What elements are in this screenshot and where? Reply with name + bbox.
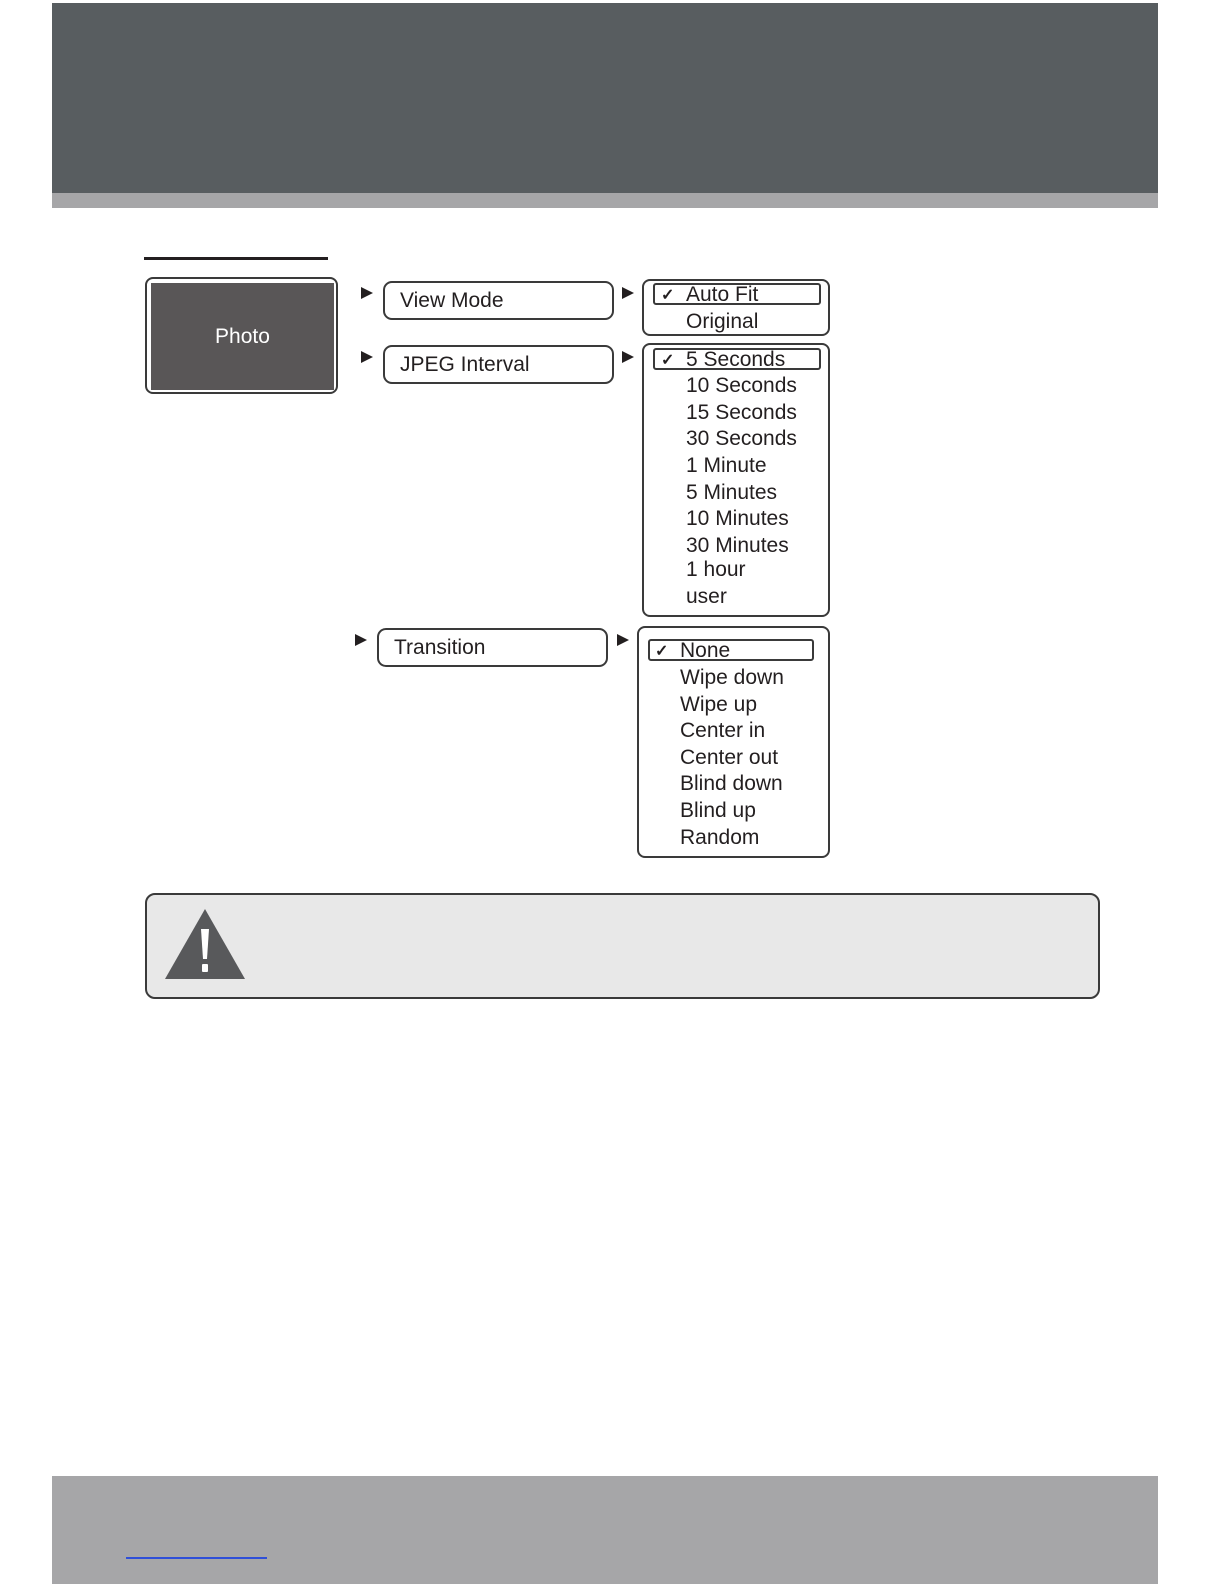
- header-strip: [52, 193, 1158, 208]
- arrow-right-icon: [361, 287, 373, 299]
- jpeg-interval-option[interactable]: 5 Minutes: [686, 481, 778, 504]
- jpeg-interval-option[interactable]: 10 Minutes: [686, 507, 789, 530]
- jpeg-interval-option[interactable]: 15 Seconds: [686, 401, 797, 424]
- checkmark-icon: ✓: [661, 352, 675, 369]
- footer-link-underline[interactable]: [126, 1557, 267, 1559]
- footer-band: [52, 1476, 1158, 1584]
- transition-option[interactable]: Blind up: [680, 799, 756, 822]
- view-mode-menu-item[interactable]: [383, 281, 614, 320]
- warning-icon: [163, 907, 247, 981]
- jpeg-interval-option[interactable]: 30 Seconds: [686, 427, 797, 450]
- jpeg-interval-option[interactable]: 5 Seconds: [686, 348, 786, 371]
- section-heading-rule: [144, 257, 328, 260]
- jpeg-interval-option[interactable]: 10 Seconds: [686, 374, 797, 397]
- photo-menu-label: Photo: [215, 324, 270, 348]
- jpeg-interval-option[interactable]: 30 Minutes: [686, 534, 789, 557]
- jpeg-interval-label: JPEG Interval: [400, 352, 530, 376]
- arrow-right-icon: [361, 351, 373, 363]
- transition-option[interactable]: Center in: [680, 719, 766, 742]
- transition-menu-item[interactable]: [377, 628, 608, 667]
- selected-option-frame: [648, 639, 814, 661]
- transition-option[interactable]: Blind down: [680, 772, 783, 795]
- view-mode-label: View Mode: [400, 288, 504, 312]
- header-band: [52, 3, 1158, 193]
- arrow-right-icon: [617, 634, 629, 646]
- caution-note-box: [145, 893, 1100, 999]
- view-mode-option[interactable]: Original: [686, 310, 759, 333]
- jpeg-interval-option[interactable]: 1 hour: [686, 558, 746, 581]
- arrow-right-icon: [355, 634, 367, 646]
- checkmark-icon: ✓: [661, 287, 675, 304]
- transition-option[interactable]: None: [680, 639, 731, 662]
- transition-label: Transition: [394, 635, 486, 659]
- transition-option[interactable]: Center out: [680, 746, 779, 769]
- photo-menu-tile[interactable]: [151, 283, 334, 390]
- checkmark-icon: ✓: [655, 643, 669, 660]
- jpeg-interval-option[interactable]: 1 Minute: [686, 454, 767, 477]
- transition-option[interactable]: Random: [680, 826, 760, 849]
- transition-option[interactable]: Wipe up: [680, 693, 758, 716]
- arrow-right-icon: [622, 287, 634, 299]
- arrow-right-icon: [622, 351, 634, 363]
- transition-option[interactable]: Wipe down: [680, 666, 784, 689]
- jpeg-interval-option[interactable]: user: [686, 585, 727, 608]
- view-mode-option[interactable]: Auto Fit: [686, 283, 759, 306]
- jpeg-interval-menu-item[interactable]: [383, 345, 614, 384]
